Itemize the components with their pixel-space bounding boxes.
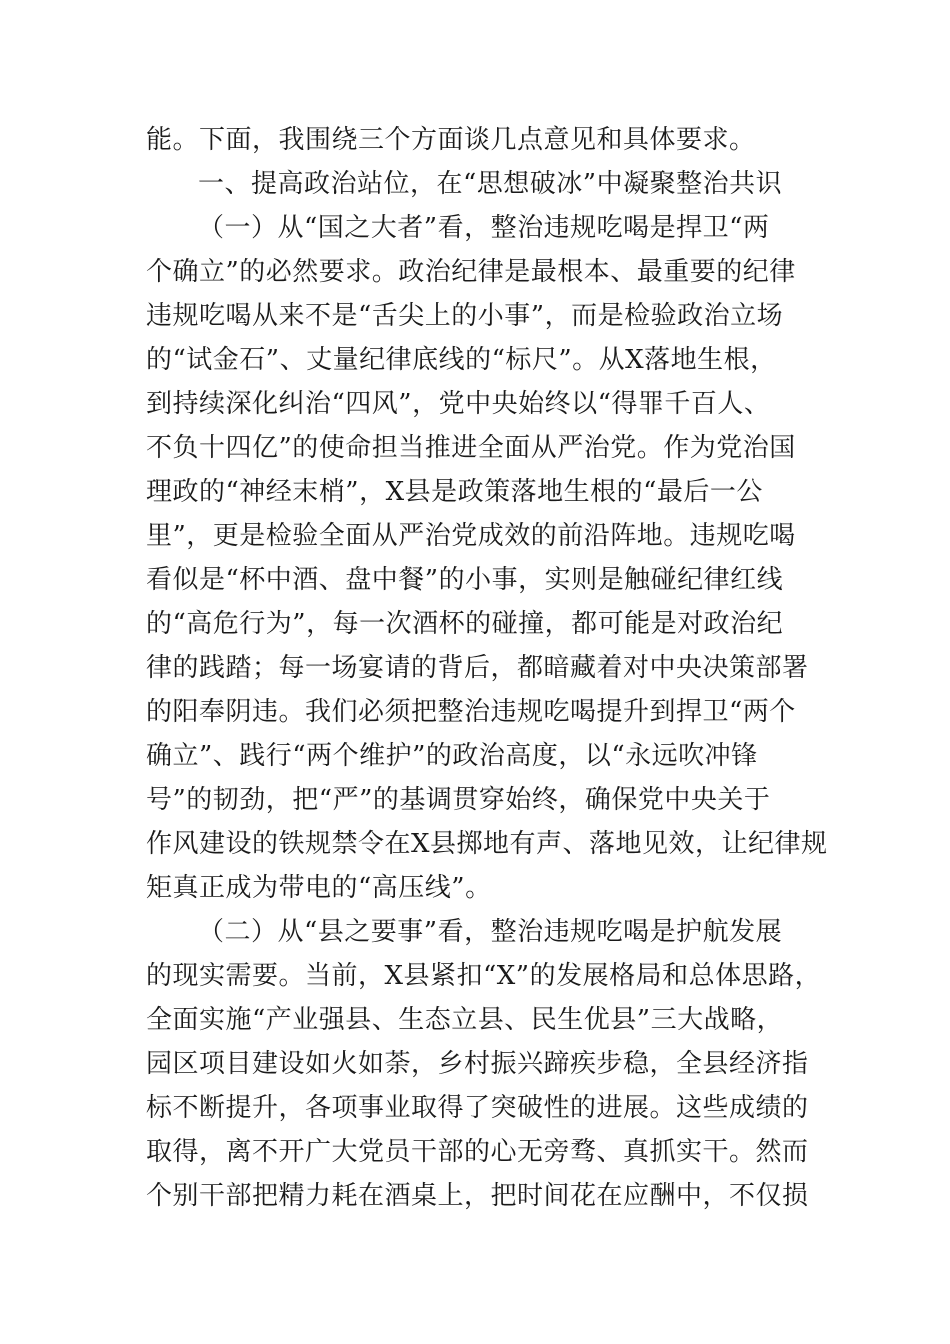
- text-line: 作风建设的铁规禁令在X县掷地有声、落地见效，让纪律规: [146, 829, 828, 859]
- text-line: 违规吃喝从来不是“舌尖上的小事”，而是检验政治立场: [146, 301, 784, 331]
- text-line: 不负十四亿”的使命担当推进全面从严治党。作为党治国: [146, 433, 796, 463]
- text-line: 确立”、践行“两个维护”的政治高度，以“永远吹冲锋: [146, 741, 758, 771]
- subsection-heading-line: （一）从“国之大者”看，整治违规吃喝是捍卫“两: [198, 213, 770, 243]
- text-line: 到持续深化纠治“四风”，党中央始终以“得罪千百人、: [146, 389, 771, 419]
- text-line: 的“高危行为”，每一次酒杯的碰撞，都可能是对政治纪: [146, 609, 784, 639]
- text-line: 律的践踏；每一场宴请的背后，都暗藏着对中央决策部署: [146, 653, 809, 683]
- text-line: 的阳奉阴违。我们必须把整治违规吃喝提升到捍卫“两个: [146, 697, 796, 727]
- section-heading: 一、提高政治站位，在“思想破冰”中凝聚整治共识: [198, 169, 783, 199]
- text-line: 理政的“神经末梢”，X县是政策落地生根的“最后一公: [146, 477, 763, 507]
- text-line: 看似是“杯中酒、盘中餐”的小事，实则是触碰纪律红线: [146, 565, 784, 595]
- text-line: 的“试金石”、丈量纪律底线的“标尺”。从X落地生根，: [146, 345, 777, 375]
- text-line: 个别干部把精力耗在酒桌上，把时间花在应酬中，不仅损: [146, 1181, 809, 1211]
- text-line: 取得，离不开广大党员干部的心无旁骛、真抓实干。然而: [146, 1137, 809, 1167]
- text-line: 能。下面，我围绕三个方面谈几点意见和具体要求。: [146, 125, 756, 155]
- subsection-heading-line: （二）从“县之要事”看，整治违规吃喝是护航发展: [198, 917, 783, 947]
- text-line: 个确立”的必然要求。政治纪律是最根本、最重要的纪律: [146, 257, 796, 287]
- text-line: 矩真正成为带电的“高压线”。: [146, 873, 492, 903]
- text-line: 的现实需要。当前，X县紧扣“X”的发展格局和总体思路，: [146, 961, 822, 991]
- text-line: 号”的韧劲，把“严”的基调贯穿始终，确保党中央关于: [146, 785, 771, 815]
- text-line: 园区项目建设如火如荼，乡村振兴蹄疾步稳，全县经济指: [146, 1049, 809, 1079]
- text-line: 标不断提升，各项事业取得了突破性的进展。这些成绩的: [146, 1093, 809, 1123]
- text-line: 全面实施“产业强县、生态立县、民生优县”三大战略，: [146, 1005, 784, 1035]
- text-line: 里”，更是检验全面从严治党成效的前沿阵地。违规吃喝: [146, 521, 796, 551]
